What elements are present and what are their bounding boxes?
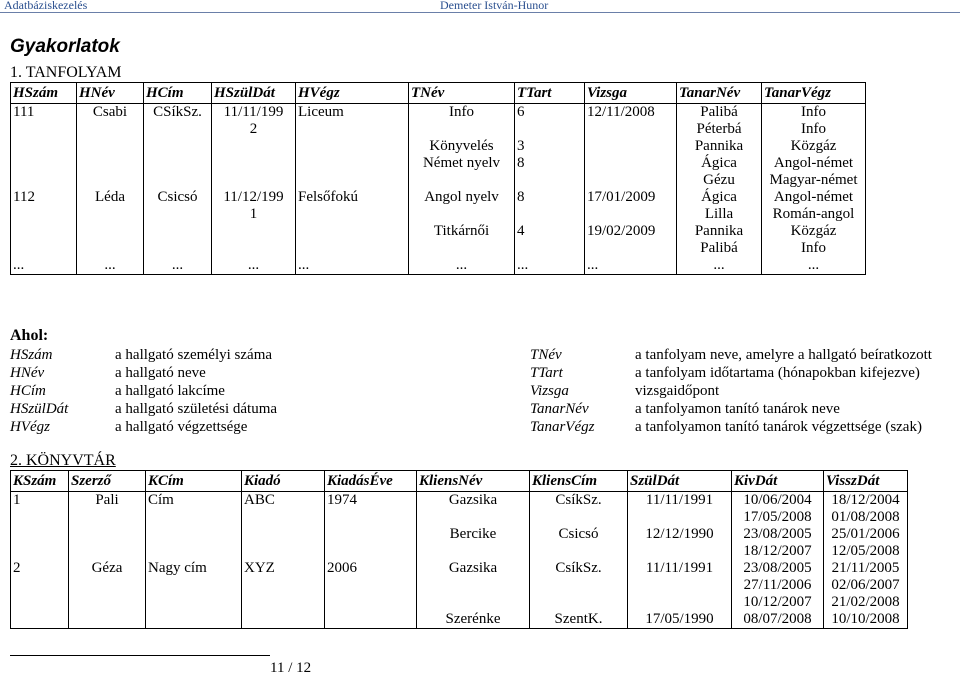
table-cell <box>11 492 69 561</box>
cell-text <box>419 577 527 594</box>
table-cell <box>212 104 296 190</box>
cell-text: Magyar-német <box>769 172 858 188</box>
legend-term: TanarNév <box>530 401 589 417</box>
cell-text: CsíkSz. <box>555 492 602 508</box>
cell-text: 1 <box>13 492 21 508</box>
cell-text: 08/07/2008 <box>743 611 812 627</box>
cell-text: 112 <box>13 189 35 205</box>
cell-text: Cím <box>148 492 174 508</box>
cell-text: Bercike <box>449 526 497 542</box>
column-header: TanarVégz <box>762 83 866 104</box>
cell-text: CsíkSz. <box>555 560 602 576</box>
cell-text: ... <box>171 257 184 273</box>
cell-text: Ágica <box>701 155 737 171</box>
cell-text: Pannika <box>694 223 744 239</box>
cell-text: 2 <box>13 560 21 576</box>
cell-text: Szerénke <box>445 611 501 627</box>
cell-text: 2 <box>249 121 258 137</box>
cell-text: Közgáz <box>790 223 837 239</box>
cell-text: 12/11/2008 <box>587 104 655 120</box>
table-row <box>11 560 908 629</box>
table-cell <box>144 104 212 190</box>
legend-definition: a hallgató lakcíme <box>115 383 225 399</box>
cell-text: Gézu <box>703 172 735 188</box>
footer-divider <box>10 655 270 656</box>
column-header: Szerző <box>69 471 146 492</box>
column-header: HSzülDát <box>212 83 296 104</box>
table-cell <box>296 104 409 190</box>
cell-text: 11/12/199 <box>223 189 284 205</box>
table-cell <box>409 104 515 190</box>
legend-term: HVégz <box>10 419 50 435</box>
cell-text: 10/06/2004 <box>743 492 812 508</box>
column-header: TanarNév <box>677 83 762 104</box>
table-cell <box>144 189 212 257</box>
table-cell <box>585 104 677 190</box>
cell-text: ... <box>298 257 310 273</box>
cell-text: Pali <box>95 492 119 508</box>
column-header: KCím <box>146 471 242 492</box>
section-heading-1: 1. TANFOLYAM <box>10 64 122 81</box>
table-cell <box>585 257 677 275</box>
cell-text <box>532 509 625 526</box>
cell-text: Info <box>449 104 474 120</box>
table-cell <box>417 492 530 561</box>
column-header: VisszDát <box>824 471 908 492</box>
table-cell <box>11 560 69 629</box>
legend-term: HSzülDát <box>10 401 69 417</box>
legend-definition: a tanfolyamon tanító tanárok neve <box>635 401 840 417</box>
table-cell <box>530 492 628 561</box>
cell-text: 4 <box>517 223 525 239</box>
legend-definition: a hallgató születési dátuma <box>115 401 278 417</box>
cell-text: 18/12/2007 <box>743 543 812 559</box>
cell-text: ... <box>587 257 599 273</box>
table-cell <box>515 189 585 257</box>
legend-definition: vizsgaidőpont <box>635 383 720 399</box>
cell-text: 21/02/2008 <box>831 594 900 610</box>
cell-text: Csicsó <box>157 189 198 205</box>
legend <box>10 346 955 438</box>
legend-definition: a hallgató neve <box>115 365 206 381</box>
cell-text: 2006 <box>327 560 357 576</box>
table-cell <box>296 257 409 275</box>
legend-definition: a hallgató végzettsége <box>115 419 248 435</box>
table-cell <box>417 560 530 629</box>
table-cell <box>69 492 146 561</box>
column-header: HNév <box>77 83 144 104</box>
table-row <box>11 257 866 275</box>
column-header: KSzám <box>11 471 69 492</box>
cell-text: 1 <box>249 206 258 222</box>
table-cell <box>677 189 762 257</box>
table-row <box>11 189 866 257</box>
table-cell <box>677 257 762 275</box>
table-cell <box>77 104 144 190</box>
cell-text <box>517 206 582 223</box>
cell-text <box>587 206 674 223</box>
column-header: SzülDát <box>628 471 732 492</box>
cell-text <box>411 121 512 138</box>
legend-definition: a tanfolyam időtartama (hónapokban kifejezve) <box>635 365 920 381</box>
cell-text: CSíkSz. <box>153 104 202 120</box>
cell-text: Palibá <box>700 240 738 256</box>
column-header: KliensNév <box>417 471 530 492</box>
column-header: KiadásÉve <box>325 471 417 492</box>
cell-text: 23/08/2005 <box>743 560 812 576</box>
cell-text: SzentK. <box>554 611 603 627</box>
konyvtar-table <box>10 470 908 629</box>
tanfolyam-table <box>10 82 866 275</box>
cell-text: ... <box>517 257 529 273</box>
table-cell <box>77 257 144 275</box>
table-cell <box>242 492 325 561</box>
table-cell <box>530 560 628 629</box>
column-header: HSzám <box>11 83 77 104</box>
table-row <box>11 492 908 561</box>
cell-text <box>630 577 729 594</box>
cell-text: 11/11/1991 <box>645 560 714 576</box>
cell-text: Angol nyelv <box>424 189 499 205</box>
cell-text: Ágica <box>701 189 737 205</box>
header-course: Adatbáziskezelés <box>4 0 88 12</box>
cell-text: 10/12/2007 <box>743 594 812 610</box>
cell-text: ... <box>455 257 468 273</box>
table-cell <box>11 104 77 190</box>
cell-text: Péterbá <box>696 121 742 137</box>
cell-text: 111 <box>13 104 35 120</box>
cell-text: 18/12/2004 <box>831 492 900 508</box>
table-cell <box>628 560 732 629</box>
cell-text: Közgáz <box>790 138 837 154</box>
cell-text: 1974 <box>327 492 357 508</box>
cell-text: 8 <box>517 155 525 171</box>
cell-text: ... <box>713 257 725 273</box>
cell-text: ... <box>247 257 260 273</box>
header-divider <box>0 12 960 13</box>
table-cell <box>762 257 866 275</box>
table-cell <box>325 560 417 629</box>
cell-text: 23/08/2005 <box>743 526 812 542</box>
cell-text: 01/08/2008 <box>831 509 900 525</box>
cell-text: Info <box>801 104 826 120</box>
cell-text <box>411 206 512 223</box>
legend-definition: a hallgató személyi száma <box>115 347 273 363</box>
cell-text: 12/05/2008 <box>831 543 900 559</box>
column-header: KliensCím <box>530 471 628 492</box>
cell-text: 11/11/1991 <box>645 492 714 508</box>
column-header: TTart <box>515 83 585 104</box>
table-cell <box>325 492 417 561</box>
table-cell <box>77 189 144 257</box>
header-author: Demeter István-Hunor <box>440 0 549 12</box>
table-cell <box>585 189 677 257</box>
cell-text: 19/02/2009 <box>587 223 656 239</box>
cell-text <box>630 509 729 526</box>
cell-text: Pannika <box>694 138 744 154</box>
cell-text: 17/01/2009 <box>587 189 656 205</box>
legend-term: HCím <box>10 383 46 399</box>
cell-text: 8 <box>517 189 525 205</box>
cell-text: Román-angol <box>772 206 855 222</box>
table-cell <box>732 560 824 629</box>
table-cell <box>628 492 732 561</box>
cell-text: XYZ <box>244 560 275 576</box>
column-header: TNév <box>409 83 515 104</box>
table-cell <box>824 560 908 629</box>
legend-term: TNév <box>530 347 562 363</box>
cell-text: Palibá <box>700 104 738 120</box>
cell-text: 27/11/2006 <box>743 577 812 593</box>
table-cell <box>146 492 242 561</box>
cell-text: 21/11/2005 <box>831 560 900 576</box>
cell-text: Csabi <box>92 104 128 120</box>
legend-definition: a tanfolyamon tanító tanárok végzettsége (szak) <box>635 419 922 435</box>
cell-text: Csicsó <box>558 526 599 542</box>
cell-text: Felsőfokú <box>298 189 358 205</box>
cell-text: 6 <box>517 104 525 120</box>
table-cell <box>677 104 762 190</box>
cell-text: Léda <box>95 189 125 205</box>
legend-term: HSzám <box>10 347 53 363</box>
table-cell <box>515 104 585 190</box>
cell-text: 3 <box>517 138 525 154</box>
table-cell <box>732 492 824 561</box>
page-title: Gyakorlatok <box>10 36 120 57</box>
table-cell <box>212 257 296 275</box>
cell-text <box>532 577 625 594</box>
table-cell <box>409 189 515 257</box>
cell-text: ABC <box>244 492 275 508</box>
table-cell <box>11 257 77 275</box>
cell-text: Angol-német <box>773 189 854 205</box>
cell-text <box>532 594 625 611</box>
table-row <box>11 104 866 190</box>
column-header: Vizsga <box>585 83 677 104</box>
cell-text: ... <box>104 257 116 273</box>
cell-text: Info <box>801 240 826 256</box>
table-cell <box>762 189 866 257</box>
page-number: 11 / 12 <box>270 660 312 676</box>
table-cell <box>824 492 908 561</box>
legend-term: HNév <box>10 365 45 381</box>
cell-text <box>419 594 527 611</box>
cell-text: Nagy cím <box>148 560 207 576</box>
page-header <box>0 0 960 12</box>
cell-text: Német nyelv <box>422 155 501 171</box>
cell-text: Titkárnői <box>433 223 490 239</box>
table-cell <box>144 257 212 275</box>
table-cell <box>69 560 146 629</box>
cell-text: 25/01/2006 <box>831 526 900 542</box>
cell-text: Angol-német <box>773 155 854 171</box>
cell-text <box>517 121 582 138</box>
cell-text: ... <box>807 257 820 273</box>
table-cell <box>11 189 77 257</box>
cell-text <box>630 594 729 611</box>
legend-term: Vizsga <box>530 383 569 399</box>
cell-text: Gazsika <box>448 560 498 576</box>
column-header: KivDát <box>732 471 824 492</box>
cell-text: 11/11/199 <box>223 104 284 120</box>
table-cell <box>146 560 242 629</box>
table-cell <box>409 257 515 275</box>
column-header: Kiadó <box>242 471 325 492</box>
legend-label: Ahol: <box>10 327 49 344</box>
cell-text: ... <box>13 257 25 273</box>
column-header: HVégz <box>296 83 409 104</box>
cell-text: 17/05/2008 <box>743 509 812 525</box>
cell-text: 10/10/2008 <box>831 611 900 627</box>
cell-text: Lilla <box>704 206 734 222</box>
table-cell <box>212 189 296 257</box>
cell-text: 17/05/1990 <box>645 611 714 627</box>
section-heading-2: 2. KÖNYVTÁR <box>10 452 116 469</box>
cell-text: Géza <box>91 560 123 576</box>
cell-text <box>419 509 527 526</box>
cell-text: Könyvelés <box>429 138 494 154</box>
legend-term: TanarVégz <box>530 419 595 435</box>
table-cell <box>762 104 866 190</box>
cell-text: Gazsika <box>448 492 498 508</box>
table-cell <box>515 257 585 275</box>
cell-text: Liceum <box>298 104 344 120</box>
cell-text: 02/06/2007 <box>831 577 900 593</box>
cell-text: Info <box>801 121 826 137</box>
table-cell <box>242 560 325 629</box>
legend-definition: a tanfolyam neve, amelyre a hallgató beíratkozott <box>635 347 932 363</box>
legend-term: TTart <box>530 365 563 381</box>
cell-text: 12/12/1990 <box>645 526 714 542</box>
table-cell <box>296 189 409 257</box>
column-header: HCím <box>144 83 212 104</box>
